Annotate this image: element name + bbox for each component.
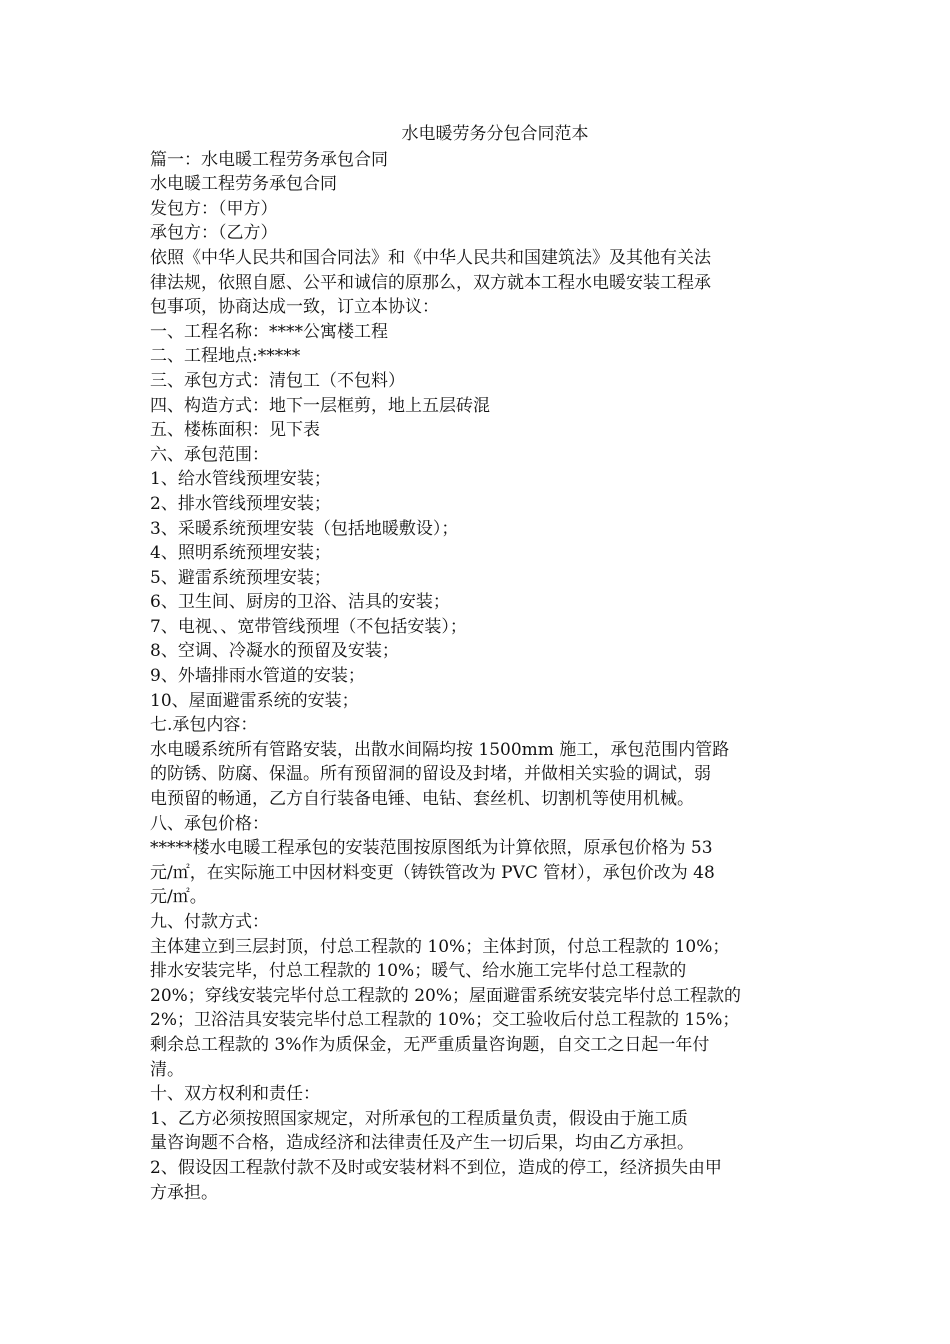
content-line: 的防锈、防腐、保温。所有预留洞的留设及封堵，并做相关实验的调试，弱 bbox=[150, 764, 711, 785]
payment-line: 主体建立到三层封顶，付总工程款的 10%；主体封顶，付总工程款的 10%； bbox=[150, 936, 730, 957]
payment-heading: 九、付款方式： bbox=[150, 912, 269, 932]
item-structure: 四、构造方式：地下一层框剪，地上五层砖混 bbox=[150, 395, 490, 416]
content-line: 电预留的畅通，乙方自行装备电锤、电钻、套丝机、切割机等使用机械。 bbox=[150, 789, 694, 810]
scope-item: 6、卫生间、厨房的卫浴、洁具的安装； bbox=[150, 592, 450, 613]
rights-line: 量咨询题不合格，造成经济和法律责任及产生一切后果，均由乙方承担。 bbox=[150, 1133, 694, 1154]
party-b: 承包方：（乙方） bbox=[150, 223, 278, 244]
intro-paragraph bbox=[150, 246, 800, 320]
scope-item: 8、空调、冷凝水的预留及安装； bbox=[150, 641, 399, 662]
rights-paragraph-2 bbox=[150, 1156, 800, 1205]
payment-line: 2%；卫浴洁具安装完毕付总工程款的 10%；交工验收后付总工程款的 15%； bbox=[150, 1010, 740, 1031]
price-heading: 八、承包价格： bbox=[150, 813, 269, 834]
rights-line: 2、假设因工程款付款不及时或安装材料不到位，造成的停工，经济损失由甲 bbox=[150, 1157, 722, 1178]
intro-line: 律法规，依照自愿、公平和诚信的原那么，双方就本工程水电暖安装工程承 bbox=[150, 272, 711, 293]
price-line: *****楼水电暖工程承包的安装范围按原图纸为计算依照，原承包价格为 53 bbox=[150, 838, 713, 859]
scope-item: 7、电视、、宽带管线预埋（不包括安装）； bbox=[150, 616, 467, 637]
item-content-heading: 七.承包内容： bbox=[150, 715, 258, 736]
rights-line: 方承担。 bbox=[150, 1182, 218, 1203]
chapter-heading: 篇一：水电暖工程劳务承包合同 bbox=[150, 149, 388, 170]
scope-item: 2、排水管线预埋安装； bbox=[150, 493, 331, 514]
party-a: 发包方：（甲方） bbox=[150, 198, 278, 219]
item-scope-heading: 六、承包范围： bbox=[150, 444, 269, 465]
payment-line: 20%；穿线安装完毕付总工程款的 20%；屋面避雷系统安装完毕付总工程款的 bbox=[150, 985, 741, 1006]
rights-paragraph-1 bbox=[150, 1107, 800, 1156]
item-contract-mode: 三、承包方式：清包工（不包料） bbox=[150, 370, 405, 391]
intro-line: 包事项，协商达成一致，订立本协议： bbox=[150, 297, 439, 318]
scope-item: 4、照明系统预埋安装； bbox=[150, 543, 331, 564]
content-paragraph bbox=[150, 738, 800, 812]
item-project-name: 一、工程名称：****公寓楼工程 bbox=[150, 321, 388, 342]
rights-heading: 十、双方权利和责任： bbox=[150, 1084, 320, 1105]
payment-line: 清。 bbox=[150, 1059, 184, 1080]
rights-line: 1、乙方必须按照国家规定，对所承包的工程质量负责，假设由于施工质 bbox=[150, 1108, 688, 1129]
content-line: 水电暖系统所有管路安装，出散水间隔均按 1500mm 施工，承包范围内管路 bbox=[150, 739, 730, 760]
price-paragraph bbox=[150, 836, 800, 910]
item-area: 五、楼栋面积：见下表 bbox=[150, 420, 320, 441]
contract-title: 水电暖工程劳务承包合同 bbox=[150, 174, 337, 195]
payment-line: 剩余总工程款的 3%作为质保金，无严重质量咨询题，自交工之日起一年付 bbox=[150, 1034, 710, 1055]
scope-item: 9、外墙排雨水管道的安装； bbox=[150, 666, 365, 687]
scope-item: 3、采暖系统预埋安装（包括地暖敷设）； bbox=[150, 518, 459, 539]
payment-line: 排水安装完毕，付总工程款的 10%；暖气、给水施工完毕付总工程款的 bbox=[150, 961, 687, 982]
item-project-location: 二、工程地点:***** bbox=[150, 346, 301, 367]
scope-item: 5、避雷系统预埋安装； bbox=[150, 567, 331, 588]
price-line: 元/㎡。 bbox=[150, 887, 207, 908]
document-title: 水电暖劳务分包合同范本 bbox=[401, 124, 589, 144]
payment-paragraph bbox=[150, 935, 800, 1083]
intro-line: 依照《中华人民共和国合同法》和《中华人民共和国建筑法》及其他有关法 bbox=[150, 247, 711, 268]
scope-item: 10、屋面避雷系统的安装； bbox=[150, 690, 359, 711]
document-page bbox=[150, 122, 800, 1205]
scope-item: 1、给水管线预埋安装； bbox=[150, 469, 331, 490]
price-line: 元/㎡，在实际施工中因材料变更（铸铁管改为 PVC 管材），承包价改为 48 bbox=[150, 862, 715, 883]
